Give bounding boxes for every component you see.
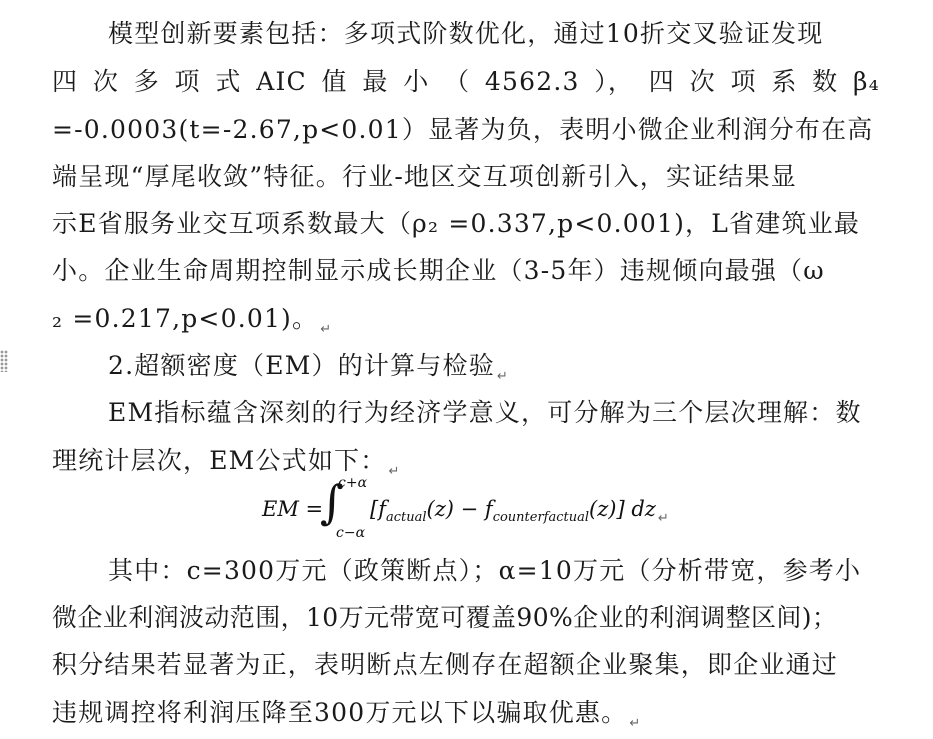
p3-line1 (108, 556, 880, 586)
paragraph-mark-icon: ↵ (657, 511, 669, 526)
p3-line2 (52, 603, 880, 633)
text-run: EM指标蕴含深刻的行为经济学意义，可分解为三个层次理解：数 (108, 398, 862, 427)
p1-line1 (108, 19, 880, 49)
text-token: 4562.3 (484, 67, 580, 96)
text-token: AIC (256, 67, 307, 96)
paragraph-mark-icon: ↵ (388, 464, 401, 479)
text-token: β₄ (853, 67, 880, 96)
heading-text: 2.超额密度（EM）的计算与检验 (108, 351, 495, 380)
text-token: 值 (321, 67, 348, 96)
text-token: 项 (730, 67, 757, 96)
text-token: 次 (92, 67, 120, 96)
paragraph-mark-icon: ↵ (320, 322, 333, 337)
text-run: 违规调控将利润压降至300万元以下以骗取优惠。 (52, 698, 628, 727)
p1-line7 (52, 304, 880, 345)
integrand: $[f_{actual}(z) - f_{counterfactual}(z)]$ dz $_↵$ (370, 497, 669, 526)
text-token: 次 (689, 67, 716, 96)
integral-sign: ∫ (320, 475, 344, 529)
text-token: 项 (174, 67, 201, 96)
text-run: ₂ =0.217,p<0.01)。 (52, 304, 319, 333)
text-token: 小 (403, 67, 430, 96)
upper-limit: c+α (338, 475, 368, 491)
text-run: 其中：c=300万元（政策断点）；α=10万元（分析带宽，参考小 (108, 556, 862, 585)
p3-line3 (52, 650, 880, 680)
p2-line1 (108, 398, 880, 428)
text-token: 数 (812, 67, 839, 96)
text-run: 示E省服务业交互项系数最大（ρ₂ =0.337,p<0.001)，L省建筑业最 (52, 209, 861, 238)
text-run: 端呈现“厚尾收敛”特征。行业-地区交互项创新引入，实证结果显 (52, 162, 798, 191)
text-run: 积分结果若显著为正，表明断点左侧存在超额企业聚集，即企业通过 (52, 650, 839, 679)
p1-line2 (52, 67, 880, 97)
section-heading (108, 351, 880, 392)
p1-line6 (52, 256, 880, 286)
text-token: 多 (133, 67, 160, 96)
p3-line4 (52, 698, 880, 739)
paragraph-mark-icon: ↵ (496, 369, 509, 384)
text-token: 系 (771, 67, 798, 96)
text-run: 理统计层次，EM公式如下： (52, 446, 387, 475)
formula-lhs: EM = (262, 497, 324, 521)
drag-handle-icon[interactable] (0, 350, 8, 372)
text-token: 四 (648, 67, 675, 96)
text-run: 小。企业生命周期控制显示成长期企业（3-5年）违规倾向最强（ω (52, 256, 825, 285)
text-token: （ (444, 67, 471, 96)
text-token: 最 (362, 67, 389, 96)
text-token: 四 (52, 67, 79, 96)
text-token: 式 (215, 67, 242, 96)
text-run: 模型创新要素包括：多项式阶数优化，通过10折交叉验证发现 (108, 19, 824, 48)
text-token: ）， (594, 67, 635, 96)
text-run: =-0.0003(t=-2.67,p<0.01）显著为负，表明小微企业利润分布在高 (52, 115, 874, 144)
lower-limit: c−α (336, 525, 366, 541)
p1-line5 (52, 209, 880, 239)
em-formula (262, 475, 682, 541)
text-run: 微企业利润波动范围，10万元带宽可覆盖90%企业的利润调整区间)； (52, 603, 838, 632)
p1-line4 (52, 162, 880, 192)
p1-line3 (52, 115, 880, 145)
paragraph-mark-icon: ↵ (629, 716, 642, 731)
